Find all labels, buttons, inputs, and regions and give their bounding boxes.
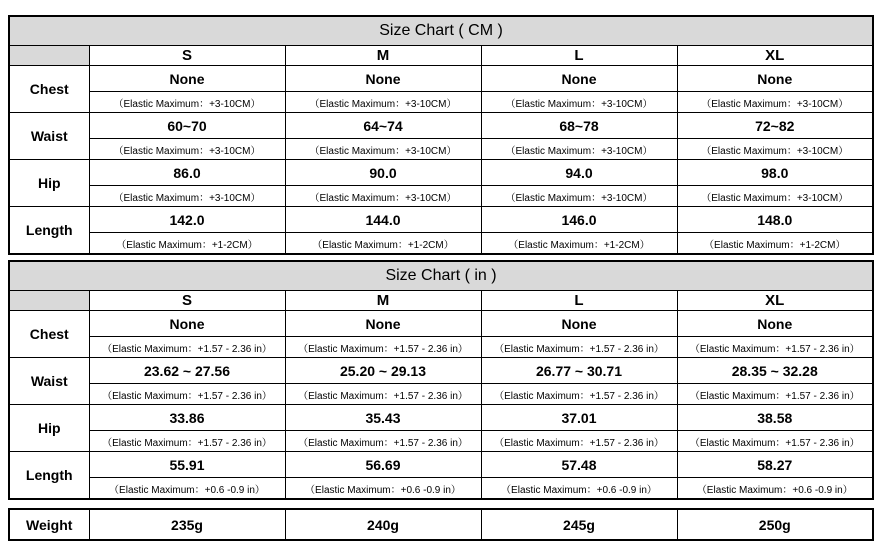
measurement-value: None xyxy=(677,311,873,337)
row-label: Hip xyxy=(9,160,89,207)
elastic-note: （Elastic Maximum：+3-10CM） xyxy=(677,186,873,207)
row-label: Chest xyxy=(9,66,89,113)
elastic-note: （Elastic Maximum：+3-10CM） xyxy=(89,186,285,207)
measurement-value: 56.69 xyxy=(285,452,481,478)
weight-value: 250g xyxy=(677,509,873,540)
elastic-note: （Elastic Maximum：+0.6 -0.9 in） xyxy=(481,478,677,500)
measurement-value: 146.0 xyxy=(481,207,677,233)
measurement-value: 25.20 ~ 29.13 xyxy=(285,358,481,384)
elastic-note: （Elastic Maximum：+3-10CM） xyxy=(285,92,481,113)
elastic-note: （Elastic Maximum：+1.57 - 2.36 in） xyxy=(285,337,481,358)
corner-cell xyxy=(9,291,89,311)
row-label: Hip xyxy=(9,405,89,452)
elastic-note: （Elastic Maximum：+3-10CM） xyxy=(285,139,481,160)
measurement-value: 23.62 ~ 27.56 xyxy=(89,358,285,384)
weight-value: 240g xyxy=(285,509,481,540)
elastic-note: （Elastic Maximum：+1-2CM） xyxy=(89,233,285,255)
measurement-value: None xyxy=(89,66,285,92)
elastic-note: （Elastic Maximum：+0.6 -0.9 in） xyxy=(89,478,285,500)
weight-table xyxy=(8,508,874,541)
elastic-note: （Elastic Maximum：+1-2CM） xyxy=(677,233,873,255)
measurement-value: 142.0 xyxy=(89,207,285,233)
size-chart-cm xyxy=(8,15,874,255)
size-header: M xyxy=(285,291,481,311)
measurement-value: None xyxy=(285,66,481,92)
corner-cell xyxy=(9,46,89,66)
measurement-value: 26.77 ~ 30.71 xyxy=(481,358,677,384)
size-header: S xyxy=(89,46,285,66)
measurement-value: 38.58 xyxy=(677,405,873,431)
chart-title: Size Chart ( in ) xyxy=(9,261,873,291)
measurement-value: 98.0 xyxy=(677,160,873,186)
weight-value: 245g xyxy=(481,509,677,540)
size-header: M xyxy=(285,46,481,66)
measurement-value: 58.27 xyxy=(677,452,873,478)
row-label: Length xyxy=(9,207,89,255)
measurement-value: None xyxy=(285,311,481,337)
size-header: XL xyxy=(677,46,873,66)
size-header: L xyxy=(481,291,677,311)
elastic-note: （Elastic Maximum：+3-10CM） xyxy=(89,92,285,113)
elastic-note: （Elastic Maximum：+1-2CM） xyxy=(285,233,481,255)
measurement-value: None xyxy=(481,66,677,92)
elastic-note: （Elastic Maximum：+3-10CM） xyxy=(481,139,677,160)
measurement-value: 57.48 xyxy=(481,452,677,478)
elastic-note: （Elastic Maximum：+1.57 - 2.36 in） xyxy=(481,337,677,358)
measurement-value: 37.01 xyxy=(481,405,677,431)
size-header: L xyxy=(481,46,677,66)
size-chart-inch xyxy=(8,260,874,500)
elastic-note: （Elastic Maximum：+1.57 - 2.36 in） xyxy=(677,337,873,358)
measurement-value: 68~78 xyxy=(481,113,677,139)
elastic-note: （Elastic Maximum：+0.6 -0.9 in） xyxy=(677,478,873,500)
measurement-value: 55.91 xyxy=(89,452,285,478)
measurement-value: 72~82 xyxy=(677,113,873,139)
measurement-value: None xyxy=(481,311,677,337)
measurement-value: 148.0 xyxy=(677,207,873,233)
elastic-note: （Elastic Maximum：+3-10CM） xyxy=(677,92,873,113)
elastic-note: （Elastic Maximum：+1.57 - 2.36 in） xyxy=(677,384,873,405)
row-label: Waist xyxy=(9,113,89,160)
measurement-value: 64~74 xyxy=(285,113,481,139)
elastic-note: （Elastic Maximum：+3-10CM） xyxy=(677,139,873,160)
row-label: Waist xyxy=(9,358,89,405)
elastic-note: （Elastic Maximum：+1.57 - 2.36 in） xyxy=(677,431,873,452)
measurement-value: 35.43 xyxy=(285,405,481,431)
size-header: XL xyxy=(677,291,873,311)
elastic-note: （Elastic Maximum：+1.57 - 2.36 in） xyxy=(89,431,285,452)
measurement-value: 86.0 xyxy=(89,160,285,186)
measurement-value: 144.0 xyxy=(285,207,481,233)
elastic-note: （Elastic Maximum：+1-2CM） xyxy=(481,233,677,255)
elastic-note: （Elastic Maximum：+0.6 -0.9 in） xyxy=(285,478,481,500)
row-label: Length xyxy=(9,452,89,500)
elastic-note: （Elastic Maximum：+1.57 - 2.36 in） xyxy=(285,384,481,405)
elastic-note: （Elastic Maximum：+1.57 - 2.36 in） xyxy=(481,384,677,405)
measurement-value: 28.35 ~ 32.28 xyxy=(677,358,873,384)
weight-label: Weight xyxy=(9,509,89,540)
measurement-value: 90.0 xyxy=(285,160,481,186)
measurement-value: 33.86 xyxy=(89,405,285,431)
measurement-value: 94.0 xyxy=(481,160,677,186)
chart-title: Size Chart ( CM ) xyxy=(9,16,873,46)
elastic-note: （Elastic Maximum：+1.57 - 2.36 in） xyxy=(89,337,285,358)
row-label: Chest xyxy=(9,311,89,358)
elastic-note: （Elastic Maximum：+1.57 - 2.36 in） xyxy=(481,431,677,452)
measurement-value: None xyxy=(677,66,873,92)
elastic-note: （Elastic Maximum：+3-10CM） xyxy=(89,139,285,160)
measurement-value: 60~70 xyxy=(89,113,285,139)
elastic-note: （Elastic Maximum：+3-10CM） xyxy=(481,186,677,207)
size-header: S xyxy=(89,291,285,311)
elastic-note: （Elastic Maximum：+1.57 - 2.36 in） xyxy=(285,431,481,452)
measurement-value: None xyxy=(89,311,285,337)
elastic-note: （Elastic Maximum：+3-10CM） xyxy=(285,186,481,207)
elastic-note: （Elastic Maximum：+1.57 - 2.36 in） xyxy=(89,384,285,405)
elastic-note: （Elastic Maximum：+3-10CM） xyxy=(481,92,677,113)
weight-value: 235g xyxy=(89,509,285,540)
